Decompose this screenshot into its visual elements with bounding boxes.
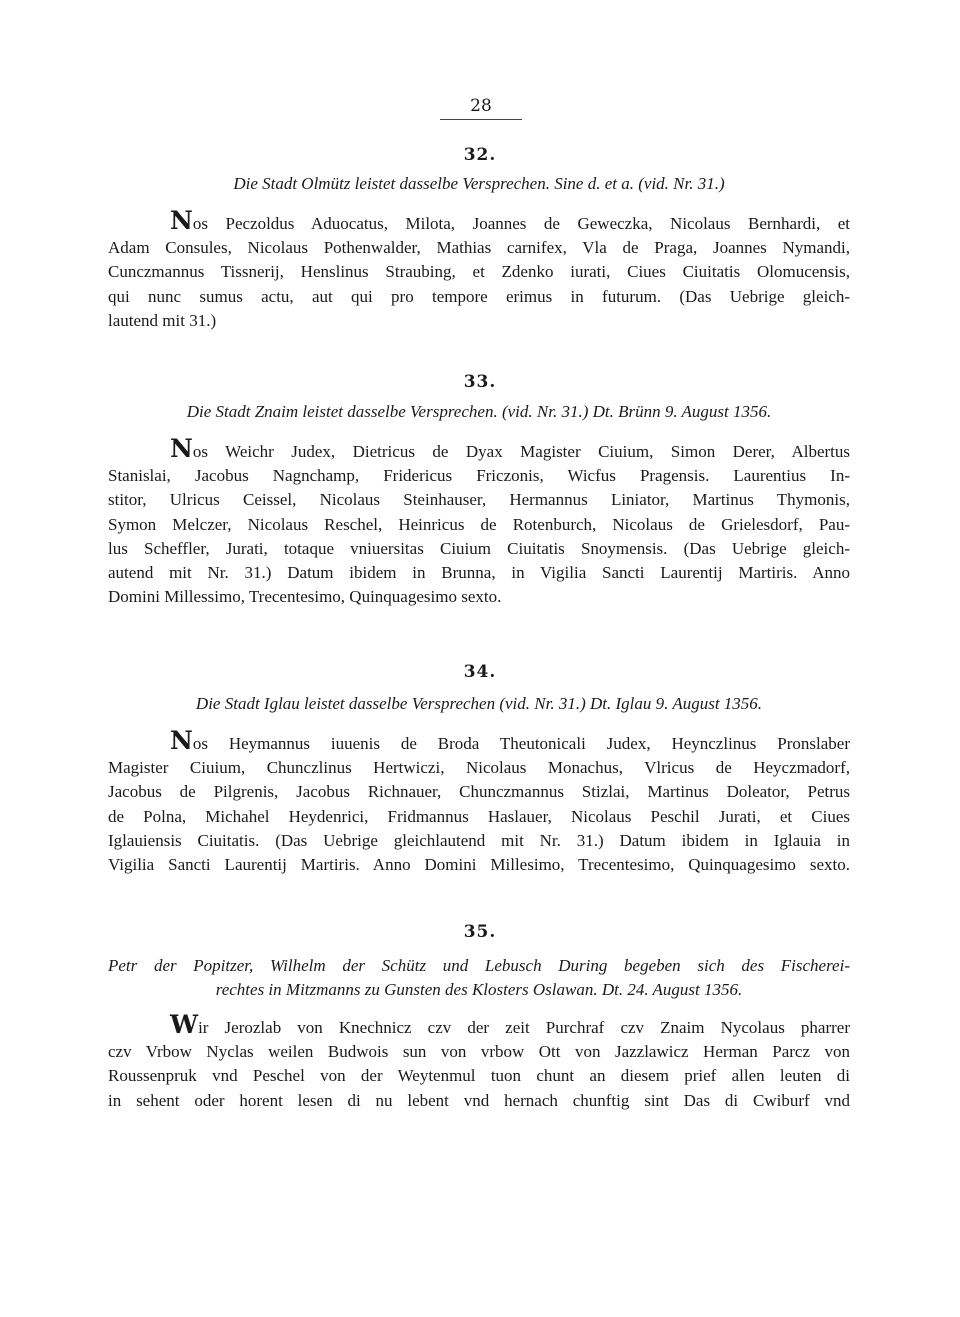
initial-letter: N bbox=[170, 434, 193, 463]
text-line: Jacobus de Pilgrenis, Jacobus Richnauer, Chunczmannus Stizlai, Martinus Doleator, Petrus bbox=[108, 782, 850, 802]
text-line: Wir Jerozlab von Knechnicz czv der zeit Purchraf czv Znaim Nycolaus pharrer bbox=[170, 1010, 850, 1039]
text-line: qui nunc sumus actu, aut qui pro tempore erimus in futurum. (Das Uebrige gleich- bbox=[108, 286, 850, 306]
text-line: Magister Ciuium, Chunczlinus Hertwiczi, Nicolaus Monachus, Vlricus de Heyczmadorf, bbox=[108, 758, 850, 778]
heading-line: rechtes in Mitzmanns zu Gunsten des Klosters Oslawan. Dt. 24. August 1356. bbox=[215, 980, 743, 1000]
page-number: 28 bbox=[440, 96, 522, 120]
document-body bbox=[108, 206, 850, 333]
document-number: 35. bbox=[463, 922, 497, 942]
document-number: 32. bbox=[463, 145, 497, 165]
text-line: Roussenpruk vnd Peschel von der Weytenmul tuon chunt an diesem prief allen leuten di bbox=[108, 1066, 850, 1086]
initial-letter: N bbox=[170, 726, 193, 755]
initial-letter: W bbox=[170, 1010, 199, 1039]
text-line: Cunczmannus Tissnerij, Henslinus Straubing, et Zdenko iurati, Ciues Ciuitatis Olomucensis, bbox=[108, 262, 850, 282]
text-line: Symon Melczer, Nicolaus Reschel, Heinricus de Rotenburch, Nicolaus de Grielesdorf, Pau- bbox=[108, 514, 850, 534]
text-line: Adam Consules, Nicolaus Pothenwalder, Mathias carnifex, Vla de Praga, Joannes Nymandi, bbox=[108, 238, 850, 258]
document-heading bbox=[108, 954, 850, 1002]
document-body bbox=[108, 434, 850, 609]
heading-line: Petr der Popitzer, Wilhelm der Schütz und Lebusch During begeben sich des Fischerei- bbox=[108, 956, 850, 975]
text-line: autend mit Nr. 31.) Datum ibidem in Brunna, in Vigilia Sancti Laurentij Martiris. Anno bbox=[108, 562, 850, 582]
text-line: de Polna, Michahel Heydenrici, Fridmannus Haslauer, Nicolaus Peschil Jurati, et Ciues bbox=[108, 806, 850, 826]
document-heading: Die Stadt Olmütz leistet dasselbe Versprechen. Sine d. et a. (vid. Nr. 31.) bbox=[233, 174, 725, 193]
initial-letter: N bbox=[170, 206, 193, 235]
document-heading: Die Stadt Iglau leistet dasselbe Versprechen (vid. Nr. 31.) Dt. Iglau 9. August 1356. bbox=[195, 694, 763, 713]
document-body bbox=[108, 1010, 850, 1113]
document-heading: Die Stadt Znaim leistet dasselbe Versprechen. (vid. Nr. 31.) Dt. Brünn 9. August 1356. bbox=[186, 402, 772, 421]
text-line: Stanislai, Jacobus Nagnchamp, Fridericus Friczonis, Wicfus Pragensis. Laurentius In- bbox=[108, 466, 850, 486]
text-line: in sehent oder horent lesen di nu lebent vnd hernach chunftig sint Das di Cwiburf vnd bbox=[108, 1090, 850, 1110]
document-number: 34. bbox=[463, 662, 497, 682]
text-line: Vigilia Sancti Laurentij Martiris. Anno Domini Millesimo, Trecentesimo, Quinquagesimo sexto. bbox=[108, 854, 850, 874]
text-line: Domini Millessimo, Trecentesimo, Quinquagesimo sexto. bbox=[108, 587, 502, 607]
text-line: Nos Peczoldus Aduocatus, Milota, Joannes de Geweczka, Nicolaus Bernhardi, et bbox=[170, 206, 850, 235]
text-line: Iglauiensis Ciuitatis. (Das Uebrige gleichlautend mit Nr. 31.) Datum ibidem in Iglauia in bbox=[108, 830, 850, 850]
text-line: stitor, Ulricus Ceissel, Nicolaus Steinhauser, Hermannus Liniator, Martinus Thymonis, bbox=[108, 490, 850, 510]
text-line: Nos Weichr Judex, Dietricus de Dyax Magister Ciuium, Simon Derer, Albertus bbox=[170, 434, 850, 463]
text-line: lus Scheffler, Jurati, totaque vniuersitas Ciuium Ciuitatis Snoymensis. (Das Uebrige gleich- bbox=[108, 538, 850, 558]
document-number: 33. bbox=[463, 372, 497, 392]
text-line: czv Vrbow Nyclas weilen Budwois sun von vrbow Ott von Jazzlawicz Herman Parcz von bbox=[108, 1042, 850, 1062]
text-line: lautend mit 31.) bbox=[108, 310, 217, 330]
document-body bbox=[108, 726, 850, 877]
text-line: Nos Heymannus iuuenis de Broda Theutonicali Judex, Heynczlinus Pronslaber bbox=[170, 726, 850, 755]
